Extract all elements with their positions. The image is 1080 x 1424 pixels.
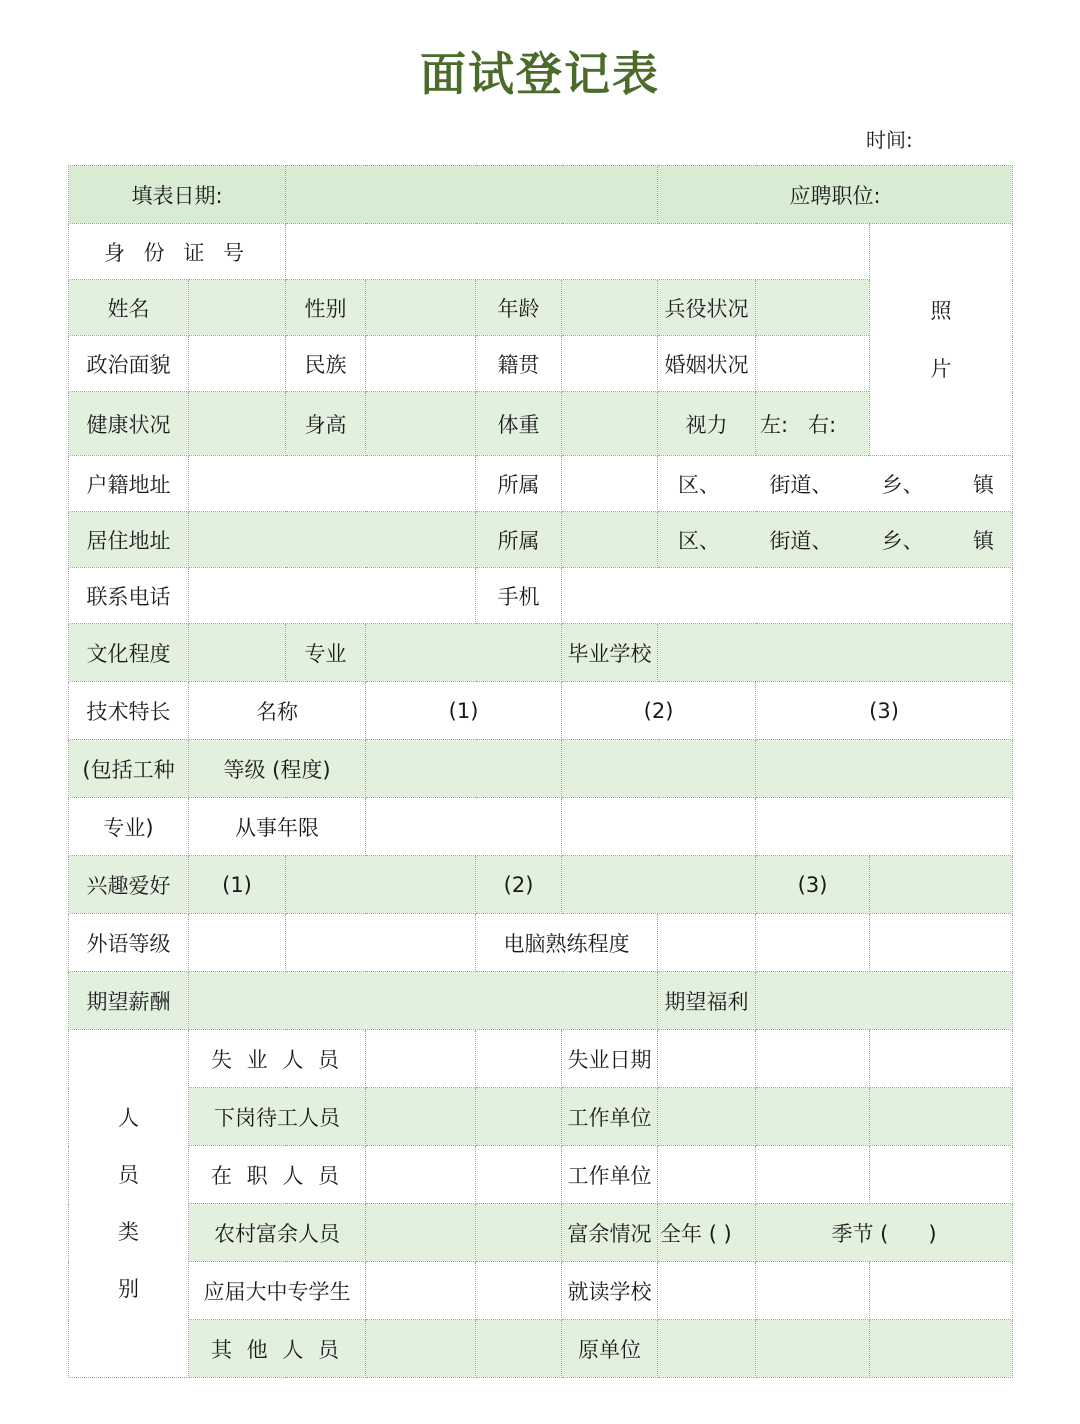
hukou-belong-field[interactable] (562, 456, 658, 512)
skills-label-2: (包括工种 (69, 740, 189, 798)
age-label: 年龄 (476, 280, 562, 336)
residence-town-label: 镇 (973, 528, 994, 553)
category-value-employed-b[interactable] (756, 1146, 870, 1204)
category-field-rural-b[interactable] (476, 1204, 562, 1262)
height-label: 身高 (286, 392, 366, 456)
hukou-label: 户籍地址 (69, 456, 189, 512)
marriage-label: 婚姻状况 (658, 336, 756, 392)
computer-label: 电脑熟练程度 (476, 914, 658, 972)
hukou-district-label: 区、 (678, 472, 721, 497)
category-value-laidoff-b[interactable] (756, 1088, 870, 1146)
category-value-laidoff-a[interactable] (658, 1088, 756, 1146)
mobile-field[interactable] (562, 568, 1013, 624)
hobby-label: 兴趣爱好 (69, 856, 189, 914)
name-label: 姓名 (69, 280, 189, 336)
hukou-town-label: 镇 (973, 472, 994, 497)
school-label: 毕业学校 (562, 624, 658, 682)
fill-date-field[interactable] (286, 166, 658, 224)
skills-label-3: 专业) (69, 798, 189, 856)
skills-col-1: (1) (366, 682, 562, 740)
skills-col-2: (2) (562, 682, 756, 740)
category-type-employed: 在 职 人 员 (189, 1146, 366, 1204)
residence-belong-field[interactable] (562, 512, 658, 568)
surplus-season-field[interactable]: 季节 ( ) (756, 1204, 1013, 1262)
skills-years-label: 从事年限 (189, 798, 366, 856)
hukou-district-field[interactable] (658, 456, 1013, 512)
category-field-label-employed: 工作单位 (562, 1146, 658, 1204)
fill-date-label: 填表日期: (69, 166, 286, 224)
mobile-label: 手机 (476, 568, 562, 624)
phone-field[interactable] (189, 568, 476, 624)
category-field-employed-b[interactable] (476, 1146, 562, 1204)
residence-field[interactable] (189, 512, 476, 568)
skills-grade-3[interactable] (756, 740, 1013, 798)
school-field[interactable] (658, 624, 1013, 682)
hobby-index-1: (1) (189, 856, 286, 914)
name-field[interactable] (189, 280, 286, 336)
category-value-unemployed-c[interactable] (870, 1030, 1013, 1088)
vision-left-right[interactable]: 左: 右: (756, 392, 870, 456)
category-field-rural-a[interactable] (366, 1204, 476, 1262)
residence-label: 居住地址 (69, 512, 189, 568)
category-char-2: 员 (118, 1162, 139, 1187)
hobby-field-1[interactable] (286, 856, 476, 914)
language-field-1[interactable] (189, 914, 286, 972)
id-number-label: 身 份 证 号 (69, 224, 286, 280)
category-type-graduate: 应届大中专学生 (189, 1262, 366, 1320)
category-char-3: 类 (118, 1219, 139, 1244)
ethnicity-field[interactable] (366, 336, 476, 392)
welfare-field[interactable] (756, 972, 1013, 1030)
hobby-field-3[interactable] (870, 856, 1013, 914)
education-label: 文化程度 (69, 624, 189, 682)
computer-field-2[interactable] (756, 914, 870, 972)
gender-field[interactable] (366, 280, 476, 336)
category-char-1: 人 (118, 1105, 139, 1130)
category-value-other-c[interactable] (870, 1320, 1013, 1378)
skills-grade-1[interactable] (366, 740, 562, 798)
major-label: 专业 (286, 624, 366, 682)
major-field[interactable] (366, 624, 562, 682)
photo-label-2: 片 (930, 356, 952, 381)
hobby-index-2: (2) (476, 856, 562, 914)
residence-district-field[interactable] (658, 512, 1013, 568)
native-label: 籍贯 (476, 336, 562, 392)
category-type-other: 其 他 人 员 (189, 1320, 366, 1378)
skills-years-2[interactable] (562, 798, 756, 856)
hobby-index-3: (3) (756, 856, 870, 914)
skills-grade-2[interactable] (562, 740, 756, 798)
residence-street-label: 街道、 (769, 528, 833, 553)
category-char-4: 别 (118, 1276, 139, 1301)
category-value-graduate-a[interactable] (658, 1262, 756, 1320)
residence-district-label: 区、 (678, 528, 721, 553)
height-field[interactable] (366, 392, 476, 456)
category-type-laidoff: 下岗待工人员 (189, 1088, 366, 1146)
category-field-employed-a[interactable] (366, 1146, 476, 1204)
welfare-label: 期望福利 (658, 972, 756, 1030)
health-label: 健康状况 (69, 392, 189, 456)
marriage-field[interactable] (756, 336, 870, 392)
computer-field-3[interactable] (870, 914, 1013, 972)
category-value-laidoff-c[interactable] (870, 1088, 1013, 1146)
surplus-year-field[interactable]: 全年 ( ) (658, 1204, 756, 1262)
military-field[interactable] (756, 280, 870, 336)
computer-field-1[interactable] (658, 914, 756, 972)
category-field-unemployed-b[interactable] (476, 1030, 562, 1088)
residence-belong-label: 所属 (476, 512, 562, 568)
category-value-unemployed-a[interactable] (658, 1030, 756, 1088)
skills-col-3: (3) (756, 682, 1013, 740)
skills-grade-label: 等级 (程度) (189, 740, 366, 798)
category-field-label-unemployed: 失业日期 (562, 1030, 658, 1088)
position-label: 应聘职位: (658, 166, 1013, 224)
vision-label: 视力 (658, 392, 756, 456)
category-field-label-rural: 富余情况 (562, 1204, 658, 1262)
language-label: 外语等级 (69, 914, 189, 972)
id-number-field[interactable] (286, 224, 870, 280)
category-field-label-graduate: 就读学校 (562, 1262, 658, 1320)
category-value-unemployed-b[interactable] (756, 1030, 870, 1088)
salary-label: 期望薪酬 (69, 972, 189, 1030)
health-field[interactable] (189, 392, 286, 456)
category-type-unemployed: 失 业 人 员 (189, 1030, 366, 1088)
hobby-field-2[interactable] (562, 856, 756, 914)
hukou-township-label: 乡、 (881, 472, 924, 497)
category-field-other-b[interactable] (476, 1320, 562, 1378)
education-field[interactable] (189, 624, 286, 682)
category-value-other-b[interactable] (756, 1320, 870, 1378)
age-field[interactable] (562, 280, 658, 336)
skills-name-label: 名称 (189, 682, 366, 740)
skills-years-3[interactable] (756, 798, 1013, 856)
skills-label-1: 技术特长 (69, 682, 189, 740)
category-value-employed-a[interactable] (658, 1146, 756, 1204)
phone-label: 联系电话 (69, 568, 189, 624)
residence-township-label: 乡、 (881, 528, 924, 553)
weight-field[interactable] (562, 392, 658, 456)
category-value-graduate-b[interactable] (756, 1262, 870, 1320)
category-field-other-a[interactable] (366, 1320, 476, 1378)
category-field-label-laidoff: 工作单位 (562, 1088, 658, 1146)
language-field-2[interactable] (286, 914, 476, 972)
hukou-street-label: 街道、 (769, 472, 833, 497)
skills-years-1[interactable] (366, 798, 562, 856)
category-field-laidoff-a[interactable] (366, 1088, 476, 1146)
category-field-label-other: 原单位 (562, 1320, 658, 1378)
weight-label: 体重 (476, 392, 562, 456)
native-field[interactable] (562, 336, 658, 392)
category-field-graduate-a[interactable] (366, 1262, 476, 1320)
politics-field[interactable] (189, 336, 286, 392)
salary-field[interactable] (189, 972, 658, 1030)
politics-label: 政治面貌 (69, 336, 189, 392)
hukou-belong-label: 所属 (476, 456, 562, 512)
photo-label-1: 照 (930, 298, 952, 323)
category-field-unemployed-a[interactable] (366, 1030, 476, 1088)
gender-label: 性别 (286, 280, 366, 336)
page-title: 面试登记表 (420, 47, 660, 101)
ethnicity-label: 民族 (286, 336, 366, 392)
category-type-rural: 农村富余人员 (189, 1204, 366, 1262)
category-value-employed-c[interactable] (870, 1146, 1013, 1204)
category-field-graduate-b[interactable] (476, 1262, 562, 1320)
hukou-field[interactable] (189, 456, 476, 512)
category-field-laidoff-b[interactable] (476, 1088, 562, 1146)
category-label (69, 1030, 189, 1378)
category-value-graduate-c[interactable] (870, 1262, 1013, 1320)
photo-box[interactable] (870, 224, 1013, 456)
military-label: 兵役状况 (658, 280, 756, 336)
registration-form (68, 165, 1013, 1378)
category-value-other-a[interactable] (658, 1320, 756, 1378)
time-label: 时间: (866, 128, 913, 152)
